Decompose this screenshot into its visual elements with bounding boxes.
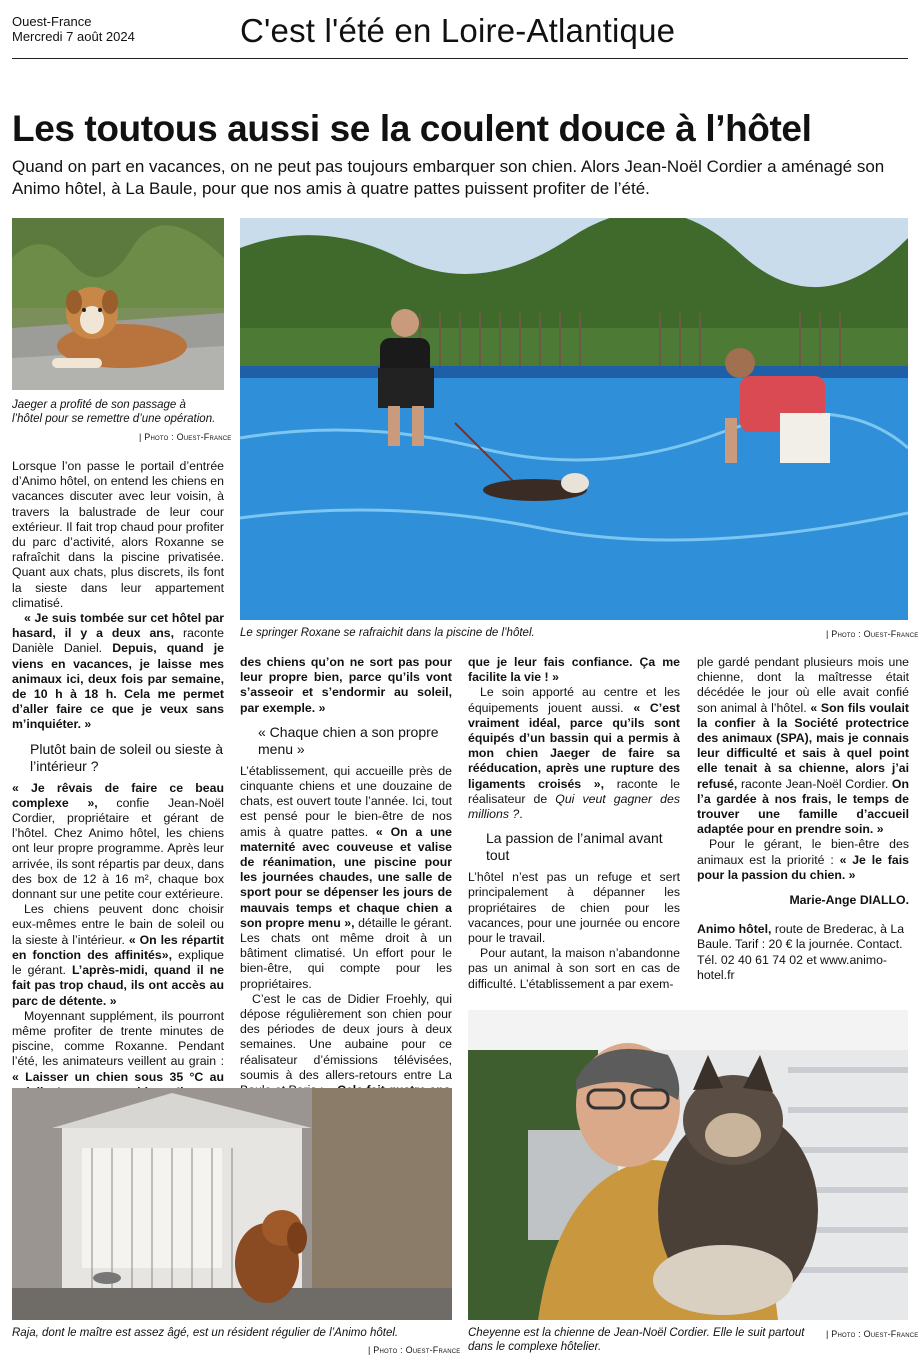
- caption-jaeger: Jaeger a profité de son passage à l’hôtel pour se remettre d’une opération.: [12, 399, 216, 425]
- quote-text: des chiens qu’on ne sort pas pour leur propre bien, parce qu’ils vont s’asseoir et s’endormir au soleil, par exemple. »: [240, 655, 452, 715]
- quote-text: « On a une maternité avec couveuse et valise de réanimation, une piscine pour les journées chaudes, une salle de sport pour se dépenser les jours de mauvais temps et chaque chien a son propre menu »,: [240, 824, 453, 930]
- quote-text: « Je suis tombée sur cet hôtel par hasard, il y a deux ans,: [12, 611, 224, 641]
- subheading: « Chaque chien a son propre menu »: [258, 723, 439, 757]
- section-title: C'est l'été en Loire-Atlantique: [240, 12, 676, 49]
- info-name: Animo hôtel,: [697, 922, 772, 937]
- quote-text: que je leur fais confiance. Ça me facilite la vie ! »: [468, 655, 680, 685]
- credit-pool: | Photo : Ouest-France: [826, 629, 919, 639]
- text: Le soin apporté au centre et les équipements jouent aussi.: [468, 685, 680, 715]
- headline: Les toutous aussi se la coulent douce à l’hôtel: [12, 108, 812, 149]
- text: confie Jean-Noël Cordier, propriétaire et gérant de l’hôtel. Chez Animo hôtel, les chiens ont leur propre programme. Après leur arrivée, ils sont répartis par deux, dans des box de 12 à 16 m², chaque box donnant sur une petite cour extérieure.: [12, 795, 224, 902]
- quote-text: « Je rêvais de faire ce beau complexe »,: [12, 780, 224, 810]
- quote-text: L’après-midi, quand il ne fait pas trop chaud, ils ont accès au parc de détente. »: [12, 963, 224, 1008]
- article-column-3: [468, 655, 680, 992]
- paragraph: Pour autant, la maison n’abandonne pas un animal à son sort en cas de difficulté. L’établissement a par exem-: [468, 946, 680, 991]
- text: détaille le gérant. Les chats ont même droit à un bâtiment climatisé. Un effort pour le bien-être, qui compte pour les propriétaires.: [240, 915, 452, 991]
- subheading: La passion de l’animal avant tout: [486, 830, 663, 864]
- paragraph: [468, 655, 680, 685]
- text: raconte Jean-Noël Cordier.: [737, 776, 892, 791]
- quote-text: Depuis, quand je viens en vacances, je laisse mes animaux ici, deux fois par semaine, de 10 h à 18 h. Cela me permet d’aller faire ce que je veux sans m’inquiéter. »: [12, 641, 225, 732]
- caption-pool: Le springer Roxane se rafraichit dans la piscine de l’hôtel.: [240, 627, 535, 639]
- masthead: [12, 14, 135, 44]
- subheading: Plutôt bain de soleil ou sieste à l’intérieur ?: [30, 740, 224, 774]
- standfirst: Quand on part en vacances, on ne peut pas toujours embarquer son chien. Alors Jean-Noël Cordier a aménagé son Animo hôtel, à La Baule, pour que nos amis à quatre pattes puissent profiter de l’été.: [12, 157, 885, 198]
- photo-pool: [240, 218, 908, 620]
- paragraph: [240, 655, 452, 716]
- show-title: Qui veut gagner des millions ?: [468, 791, 680, 822]
- credit-raja: | Photo : Ouest-France: [368, 1345, 461, 1355]
- text: Pour le gérant, le bien-être des animaux est la priorité :: [697, 837, 909, 867]
- publication-name: Ouest-France: [12, 14, 92, 29]
- photo-cheyenne: [468, 1010, 908, 1320]
- text: raconte Danièle Daniel.: [12, 626, 224, 656]
- text: Les chiens peuvent donc choisir eux-mêmes entre le bain de soleil ou la sieste à l’intérieur.: [12, 902, 224, 947]
- quote-text: « On les répartit en fonction des affinités»,: [12, 932, 224, 962]
- credit-jaeger: | Photo : Ouest-France: [139, 432, 232, 442]
- paragraph: [468, 685, 680, 822]
- info-box: [697, 922, 909, 983]
- header-divider: [12, 58, 908, 59]
- paragraph: [697, 655, 909, 837]
- article-column-4: [697, 655, 909, 983]
- caption-cheyenne: Cheyenne est la chienne de Jean-Noël Cordier. Elle le suit partout dans le complexe hôtelier.: [468, 1327, 805, 1353]
- text: L’établissement, qui accueille près de cinquante chiens et une douzaine de chats, est ouvert toute l’année. Ici, tout est pensé pour le bien-être de nos amis à quatre pattes.: [240, 763, 452, 839]
- paragraph: [697, 837, 909, 883]
- photo-jaeger: [12, 218, 224, 390]
- quote-text: « Son fils voulait la confier à la Société protectrice des animaux (SPA), mais je connais leur difficulté et sais à quel point elle tenait à sa chienne, alors j’ai refusé,: [697, 700, 909, 791]
- text: ple gardé pendant plusieurs mois une chienne, dont la maîtresse était décédée le jour où elle avait confié son animal à l’hôtel.: [697, 655, 909, 715]
- caption-raja: Raja, dont le maître est assez âgé, est un résident régulier de l’Animo hôtel.: [12, 1327, 399, 1339]
- paragraph: [12, 611, 224, 733]
- quote-text: « C’est vraiment idéal, parce qu’ils sont équipés d’un bassin qui a permis à mon chien Jaeger de faire sa rééducation, après une rupture des ligaments croisés »,: [468, 700, 680, 791]
- text: raconte le réalisateur de: [468, 776, 681, 806]
- paragraph: Lorsque l’on passe le portail d’entrée d’Animo hôtel, on entend les chiens en vacances discuter avec leur voisin, à travers la balustrade de leur cour extérieur. Il fait trop chaud pour profiter du parc d’activité, alors Roxanne se rafraîchit dans la piscine privatisée. Quant aux chats, plus discrets, ils font la sieste dans leur appartement climatisé.: [12, 459, 224, 610]
- text: explique le gérant.: [12, 947, 224, 978]
- text: .: [519, 807, 523, 822]
- quote-text: « Je le fais pour la passion du chien. »: [697, 852, 909, 882]
- paragraph: [12, 902, 224, 1008]
- author-signature: Marie-Ange DIALLO.: [789, 893, 909, 908]
- quote-text: On l’a gardée à nos frais, le temps de trouver une famille d’accueil adaptée pour en prendre soin. »: [697, 776, 909, 837]
- text: C’est le cas de Didier Froehly, qui dépose régulièrement son chien pour des périodes de deux jours à deux semaines. Une aubaine pour ce réalisateur d’émissions télévisées, soumis à des allers-retours entre La: [240, 991, 452, 1082]
- paragraph: [12, 1009, 224, 1100]
- article-column-2: [240, 655, 452, 1098]
- paragraph: [240, 764, 452, 992]
- paragraph: [12, 781, 224, 903]
- quote-text: « Laisser un chien sous 35 °C au: [12, 1069, 224, 1084]
- paragraph: [240, 992, 452, 1098]
- article-column-1: [12, 459, 224, 1100]
- info-text: route de Brederac, à La Baule. Tarif : 20 € la journée. Contact. Tél. 02 40 61 74 02 et www.animo-hotel.fr: [697, 922, 905, 982]
- text: Moyennant supplément, ils pourront même profiter de trente minutes de piscine, comme Roxanne. Pendant l’été, les animateurs veillent au grain :: [12, 1008, 224, 1069]
- photo-raja: [12, 1088, 452, 1320]
- publication-date: Mercredi 7 août 2024: [12, 29, 135, 44]
- credit-cheyenne: | Photo : Ouest-France: [826, 1329, 919, 1339]
- paragraph: L’hôtel n’est pas un refuge et sert principalement à dépanner les propriétaires de chien pour les vacances, pour une journée ou encore pour le travail.: [468, 870, 680, 946]
